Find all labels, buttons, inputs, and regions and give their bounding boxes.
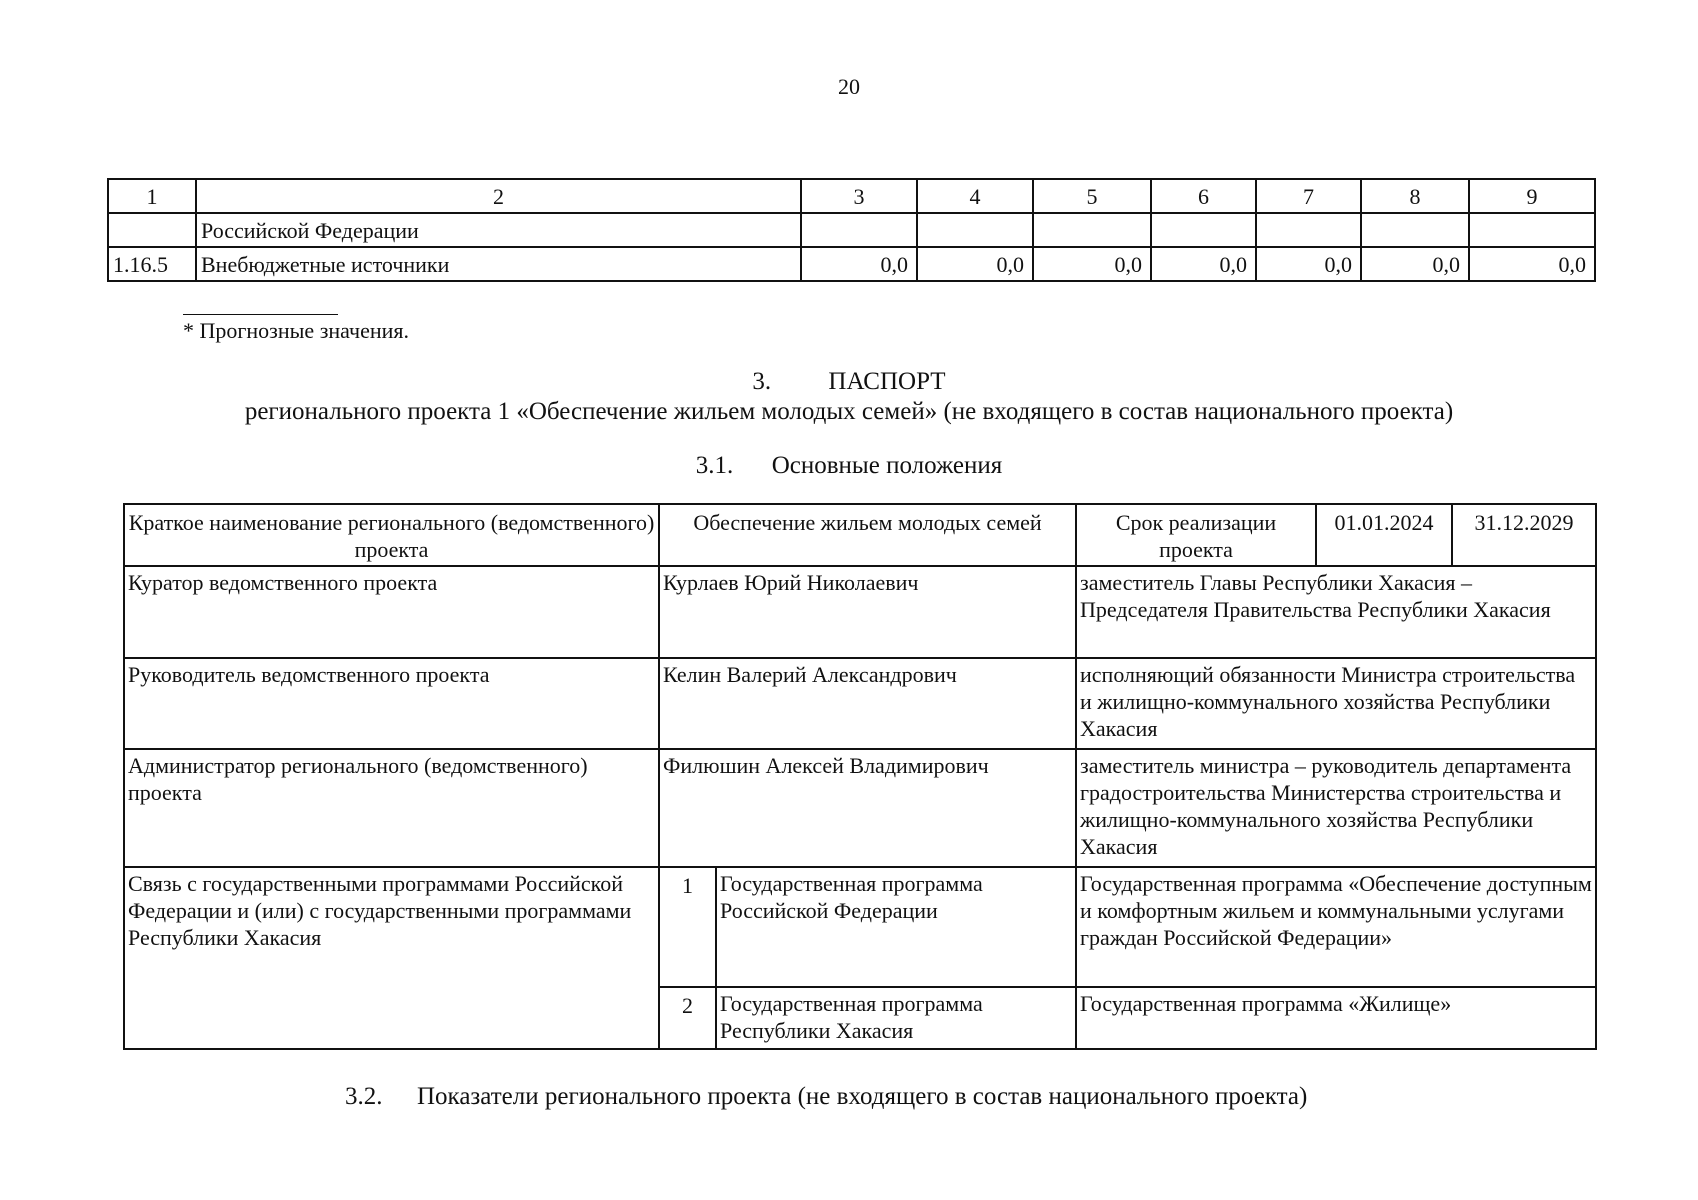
- value-cell: [1361, 213, 1469, 247]
- program-name: Государственная программа «Обеспечение доступным и комфортным жильем и коммунальными услугами граждан Российской Федерации»: [1076, 867, 1596, 987]
- header-cell: 4: [917, 179, 1033, 213]
- header-cell: 3: [801, 179, 917, 213]
- value-cell: 0,0: [917, 247, 1033, 281]
- subsection-number: 3.1.: [695, 452, 734, 479]
- budget-table: [107, 178, 1596, 282]
- value-cell: 0,0: [1033, 247, 1151, 281]
- subsection-number: 3.2.: [345, 1083, 383, 1110]
- admin-name: Филюшин Алексей Владимирович: [659, 749, 1076, 867]
- passport-table: [123, 503, 1597, 1050]
- section-title: ПАСПОРТ: [828, 368, 946, 395]
- programs-link-label: Связь с государственными программами Российской Федерации и (или) с государственными программами Республики Хакасия: [124, 867, 659, 1049]
- section-heading: [0, 368, 1698, 396]
- header-cell: 5: [1033, 179, 1151, 213]
- value-cell: 0,0: [801, 247, 917, 281]
- curator-name: Курлаев Юрий Николаевич: [659, 566, 1076, 658]
- value-cell: 0,0: [1151, 247, 1256, 281]
- page-number: 20: [838, 74, 860, 99]
- table-row: [108, 213, 1595, 247]
- footnote-divider: [183, 314, 338, 315]
- program-type: Государственная программа Республики Хакасия: [716, 987, 1076, 1049]
- term-start: 01.01.2024: [1316, 504, 1452, 566]
- table-row: [124, 566, 1596, 658]
- head-position: исполняющий обязанности Министра строительства и жилищно-коммунального хозяйства Республики Хакасия: [1076, 658, 1596, 749]
- header-cell: 7: [1256, 179, 1361, 213]
- section-subtitle: регионального проекта 1 «Обеспечение жильем молодых семей» (не входящего в состав национального проекта): [244, 398, 1454, 425]
- subsection-heading: [345, 1083, 1307, 1111]
- short-name-value: Обеспечение жильем молодых семей: [659, 504, 1076, 566]
- program-type: Государственная программа Российской Федерации: [716, 867, 1076, 987]
- value-cell: [1151, 213, 1256, 247]
- header-cell: 6: [1151, 179, 1256, 213]
- section-number: 3.: [752, 368, 772, 395]
- short-name-label: Краткое наименование регионального (ведомственного) проекта: [124, 504, 659, 566]
- value-cell: [1469, 213, 1595, 247]
- budget-header-row: [108, 179, 1595, 213]
- table-row: [124, 504, 1596, 566]
- subsection-title: Показатели регионального проекта (не входящего в состав национального проекта): [417, 1083, 1308, 1110]
- term-end: 31.12.2029: [1452, 504, 1596, 566]
- value-cell: [801, 213, 917, 247]
- program-number: 2: [659, 987, 716, 1049]
- program-number: 1: [659, 867, 716, 987]
- value-cell: 0,0: [1469, 247, 1595, 281]
- value-cell: [1256, 213, 1361, 247]
- row-label: Российской Федерации: [196, 213, 801, 247]
- table-row: [124, 658, 1596, 749]
- value-cell: [1033, 213, 1151, 247]
- table-row: [124, 867, 1596, 987]
- term-label: Срок реализации проекта: [1076, 504, 1316, 566]
- curator-position: заместитель Главы Республики Хакасия – Председателя Правительства Республики Хакасия: [1076, 566, 1596, 658]
- head-label: Руководитель ведомственного проекта: [124, 658, 659, 749]
- table-row: [124, 749, 1596, 867]
- header-cell: 2: [196, 179, 801, 213]
- header-cell: 9: [1469, 179, 1595, 213]
- admin-position: заместитель министра – руководитель департамента градостроительства Министерства строительства и жилищно-коммунального хозяйства Республики Хакасия: [1076, 749, 1596, 867]
- row-number: 1.16.5: [108, 247, 196, 281]
- header-cell: 8: [1361, 179, 1469, 213]
- row-number: [108, 213, 196, 247]
- header-cell: 1: [108, 179, 196, 213]
- curator-label: Куратор ведомственного проекта: [124, 566, 659, 658]
- admin-label: Администратор регионального (ведомственного) проекта: [124, 749, 659, 867]
- row-label: Внебюджетные источники: [196, 247, 801, 281]
- subsection-heading: [0, 452, 1698, 480]
- value-cell: 0,0: [1256, 247, 1361, 281]
- subsection-title: Основные положения: [771, 452, 1003, 479]
- value-cell: 0,0: [1361, 247, 1469, 281]
- program-name: Государственная программа «Жилище»: [1076, 987, 1596, 1049]
- table-row: [108, 247, 1595, 281]
- footnote: * Прогнозные значения.: [183, 318, 410, 343]
- head-name: Келин Валерий Александрович: [659, 658, 1076, 749]
- value-cell: [917, 213, 1033, 247]
